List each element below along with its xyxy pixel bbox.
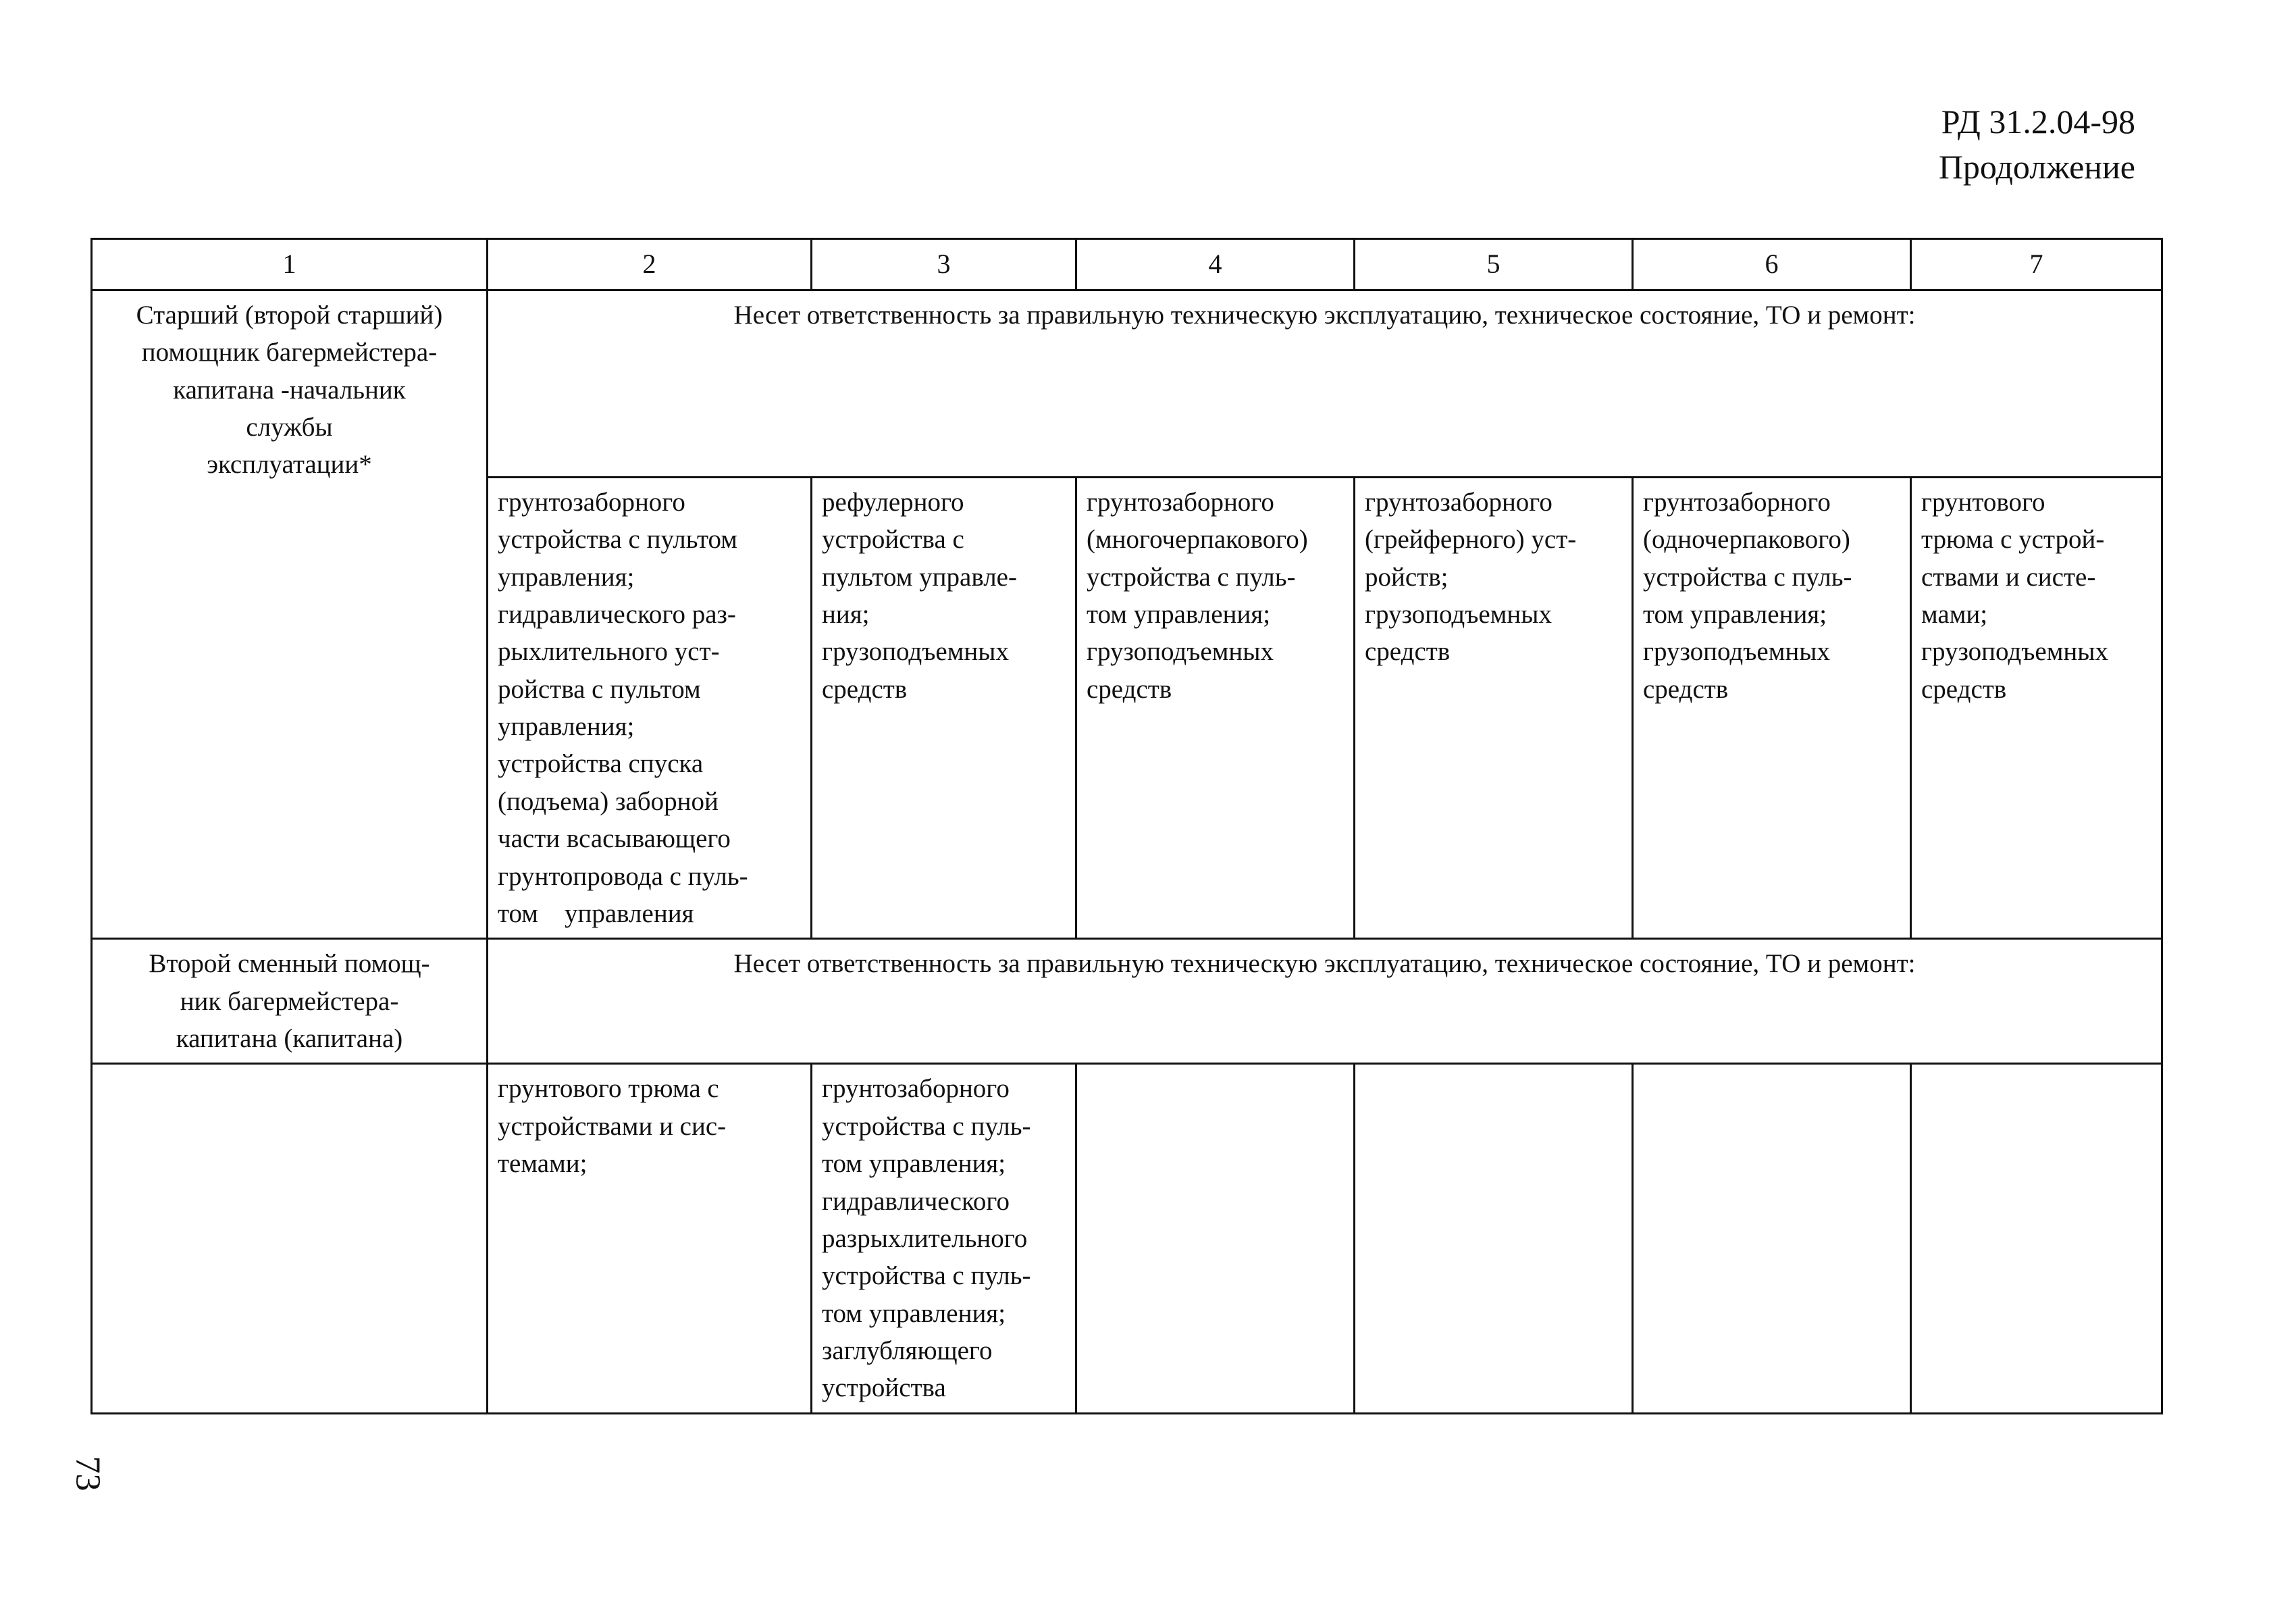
role-line: службы (246, 412, 333, 442)
equipment-line: грунтозаборного (1365, 487, 1553, 517)
column-number: 3 (812, 239, 1076, 290)
equipment-line: ройства с пультом (498, 674, 701, 704)
equipment-line: гидравлического (822, 1186, 1010, 1216)
equipment-line: том управления; (1087, 599, 1271, 629)
document-code: РД 31.2.04-98 (1941, 103, 2135, 141)
equipment-line: (грейферного) уст- (1365, 525, 1577, 555)
equipment-line: том управления; (822, 1149, 1006, 1179)
empty-cell (1076, 1064, 1355, 1413)
column-number: 1 (92, 239, 488, 290)
equipment-line: грузоподъемных (1921, 637, 2108, 667)
equipment-line: грунтозаборного (1087, 487, 1274, 517)
equipment-line: устройства с пуль- (1643, 562, 1852, 592)
equipment-line: темами; (498, 1149, 588, 1179)
equipment-line: том управления; (822, 1298, 1006, 1328)
column-number: 2 (488, 239, 812, 290)
equipment-line: ствами и систе- (1921, 562, 2096, 592)
equipment-cell (1911, 477, 2162, 939)
responsibility-table (90, 238, 2163, 1414)
role-line: помощник багермейстера- (141, 338, 438, 367)
equipment-line: устройства с пуль- (822, 1261, 1031, 1291)
equipment-line: пультом управле- (822, 562, 1017, 592)
equipment-line: устройства (822, 1373, 946, 1403)
equipment-line: грунтозаборного (822, 1074, 1010, 1104)
equipment-cell (1076, 477, 1355, 939)
equipment-line: устройства спуска (498, 749, 704, 779)
equipment-line: грузоподъемных (1643, 637, 1830, 667)
equipment-line: устройства с (822, 525, 964, 555)
equipment-cell (812, 1064, 1076, 1413)
column-number: 7 (1911, 239, 2162, 290)
equipment-line: ния; (822, 599, 870, 629)
equipment-cell (1633, 477, 1911, 939)
column-number: 5 (1355, 239, 1633, 290)
equipment-line: заглубляющего (822, 1336, 993, 1366)
equipment-line: средств (1087, 674, 1172, 704)
equipment-line: трюма с устрой- (1921, 525, 2105, 555)
continuation-label: Продолжение (1938, 148, 2135, 186)
section2-equipment-row (92, 1064, 2162, 1413)
equipment-line: разрыхлительного (822, 1223, 1028, 1253)
section2-responsibility-row (92, 939, 2162, 1064)
role-line: капитана (капитана) (176, 1024, 403, 1054)
empty-cell (1355, 1064, 1633, 1413)
equipment-line: устройства с пуль- (822, 1111, 1031, 1141)
equipment-line: (подъема) заборной (498, 786, 719, 816)
empty-role-cell (92, 1064, 488, 1413)
role-line: Второй сменный помощ- (149, 949, 430, 979)
column-number-row (92, 239, 2162, 290)
equipment-line: средств (1365, 637, 1451, 667)
equipment-line: грунтового трюма с (498, 1074, 719, 1104)
equipment-line: грузоподъемных (1087, 637, 1274, 667)
equipment-line: грузоподъемных (1365, 599, 1552, 629)
page-number: 73 (68, 1456, 107, 1491)
role-line: эксплуатации* (207, 450, 372, 480)
equipment-line: грунтопровода с пуль- (498, 861, 748, 891)
responsibility-text: Несет ответственность за правильную техническую эксплуатацию, техническое состояние, ТО и ремонт: (488, 939, 2162, 1064)
equipment-line: (многочерпакового) (1087, 525, 1308, 555)
equipment-line: том управления (498, 898, 694, 928)
equipment-cell (812, 477, 1076, 939)
equipment-line: грунтозаборного (1643, 487, 1831, 517)
equipment-cell (488, 477, 812, 939)
column-number: 4 (1076, 239, 1355, 290)
equipment-line: средств (1643, 674, 1729, 704)
equipment-line: том управления; (1643, 599, 1827, 629)
equipment-cell (1355, 477, 1633, 939)
equipment-line: рефулерного (822, 487, 964, 517)
role-line: капитана -начальник (173, 375, 406, 405)
role-cell (92, 939, 488, 1064)
equipment-line: устройства с пуль- (1087, 562, 1296, 592)
equipment-line: устройствами и сис- (498, 1111, 727, 1141)
equipment-line: управления; (498, 712, 635, 742)
section1-responsibility-row (92, 290, 2162, 477)
equipment-line: ройств; (1365, 562, 1449, 592)
equipment-line: управления; (498, 562, 635, 592)
equipment-line: грунтового (1921, 487, 2045, 517)
empty-cell (1911, 1064, 2162, 1413)
equipment-line: гидравлического раз- (498, 599, 736, 629)
equipment-line: средств (822, 674, 908, 704)
column-number: 6 (1633, 239, 1911, 290)
role-line: ник багермейстера- (180, 986, 399, 1016)
equipment-line: грузоподъемных (822, 637, 1009, 667)
equipment-line: мами; (1921, 599, 1988, 629)
equipment-line: устройства с пультом (498, 525, 737, 555)
equipment-line: грунтозаборного (498, 487, 685, 517)
equipment-line: рыхлительного уст- (498, 637, 720, 667)
equipment-line: средств (1921, 674, 2007, 704)
equipment-line: части всасывающего (498, 824, 731, 854)
equipment-line: (одночерпакового) (1643, 525, 1850, 555)
responsibility-text: Несет ответственность за правильную техническую эксплуатацию, техническое состояние, ТО и ремонт: (488, 290, 2162, 477)
role-line: Старший (второй старший) (136, 300, 443, 330)
equipment-cell (488, 1064, 812, 1413)
role-cell (92, 290, 488, 939)
empty-cell (1633, 1064, 1911, 1413)
